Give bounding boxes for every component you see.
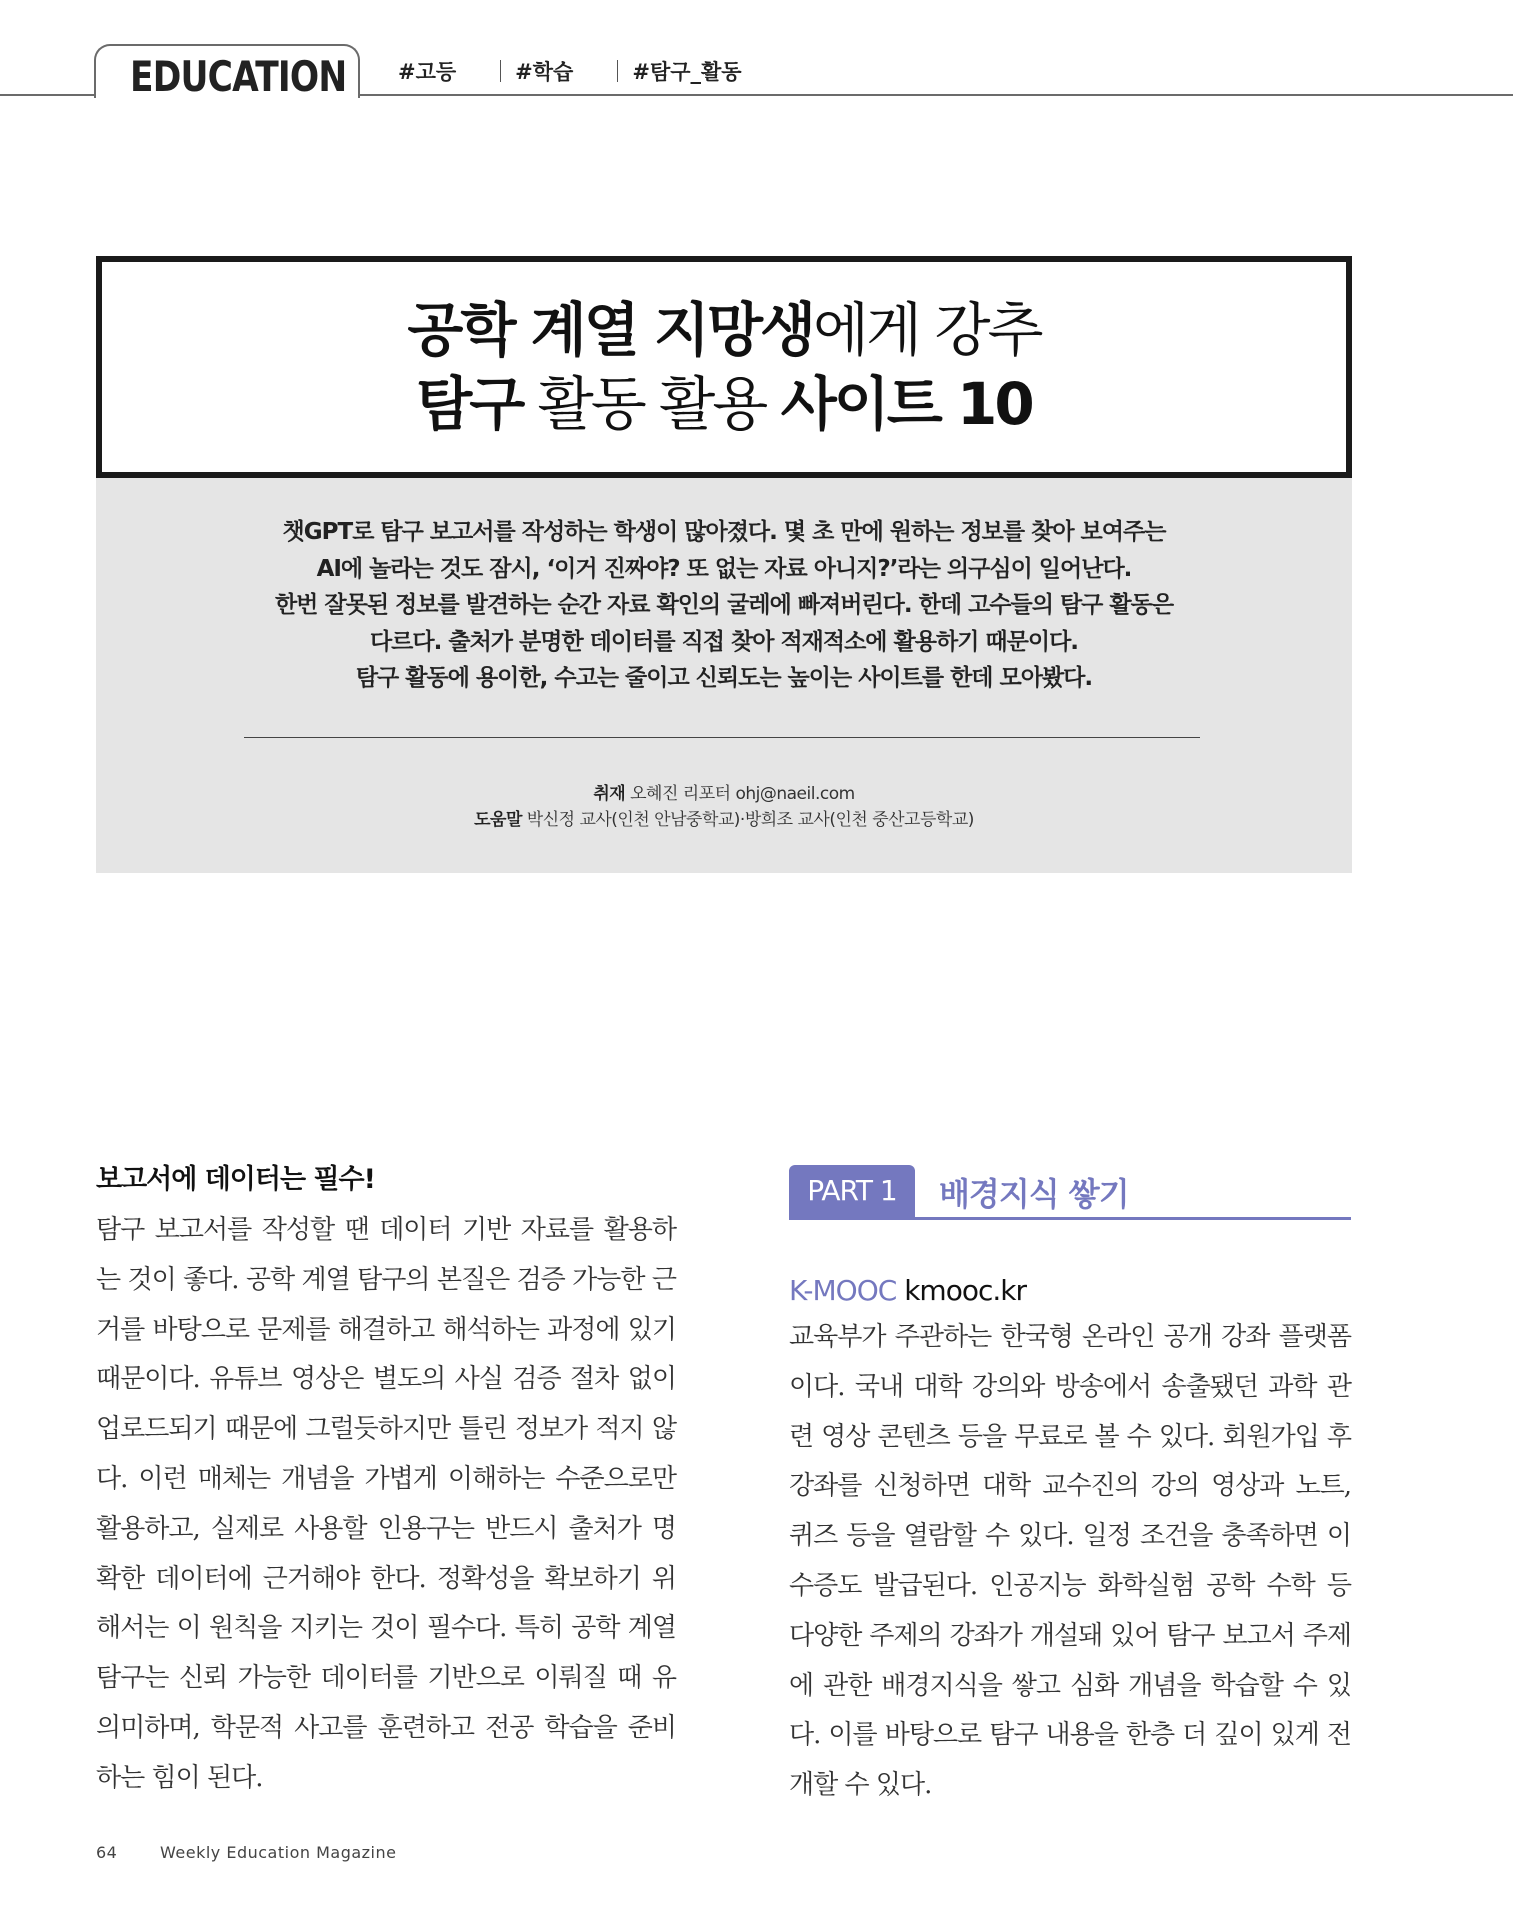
tag-high-school[interactable]: #고등: [398, 60, 457, 84]
lead-line: 한번 잘못된 정보를 발견하는 순간 자료 확인의 굴레에 빠져버린다. 한데 고수들의 탐구 활동은: [274, 592, 1174, 618]
section-heading: 보고서에 데이터는 필수!: [96, 1164, 375, 1195]
tag-study[interactable]: #학습: [515, 60, 574, 84]
section-title: EDUCATION: [130, 52, 347, 101]
article-title-line-2: [416, 367, 1032, 441]
page-footer: [96, 1843, 396, 1862]
tag-inquiry-activity[interactable]: #탐구_활동: [632, 60, 742, 84]
tag-list: [398, 56, 786, 86]
lead-divider: [244, 737, 1200, 738]
title-light-part: 에게 강추: [813, 296, 1041, 364]
title-bold-part: 공학 계열 지망생: [407, 296, 814, 364]
credit-help: [96, 807, 1352, 833]
credit-reporter: [96, 781, 1352, 807]
lead-box: [96, 478, 1352, 873]
credit-reporter-label: 취재: [593, 784, 626, 804]
part-badge: PART 1: [789, 1165, 915, 1217]
part-rule: [789, 1217, 1351, 1220]
site-name: K-MOOC: [789, 1274, 897, 1307]
lead-line: 다르다. 출처가 분명한 데이터를 직접 찾아 적재적소에 활용하기 때문이다.: [369, 628, 1079, 655]
tag-divider: [617, 60, 618, 82]
right-column: [789, 1165, 1351, 1811]
lead-line: 챗GPT로 탐구 보고서를 작성하는 학생이 많아졌다. 몇 초 만에 원하는 정보를 찾아 보여주는: [282, 519, 1166, 545]
credit-help-label: 도움말: [474, 810, 522, 830]
magazine-name: Weekly Education Magazine: [160, 1843, 397, 1862]
article-title-box: [96, 256, 1352, 478]
site-entry: [789, 1271, 1351, 1311]
title-bold-part: 사이트 10: [780, 370, 1032, 438]
body-text: 교육부가 주관하는 한국형 온라인 공개 강좌 플랫폼이다. 국내 대학 강의와 방송에서 송출됐던 과학 관련 영상 콘텐츠 등을 무료로 볼 수 있다. 회원가입 후 강좌를 신청하면 대학 교수진의 강의 영상과 노트, 퀴즈 등을 열람할 수 있다. 일정 조건을 충족하면 이수증도 발급된다. 인공지능 화학실험 공학 수학 등 다양한 주제의 강좌가 개설돼 있어 탐구 보고서 주제에 관한 배경지식을 쌓고 심화 개념을 학습할 수 있다. 이를 바탕으로 탐구 내용을 한층 더 깊이 있게 전개할 수 있다.: [789, 1322, 1351, 1801]
part-header: [789, 1165, 1351, 1221]
credit-help-value: 박신정 교사(인천 안남중학교)·방희조 교사(인천 중산고등학교): [526, 810, 974, 830]
lead-line: AI에 놀라는 것도 잠시, ‘이거 진짜야? 또 없는 자료 아니지?’라는 의구심이 일어난다.: [316, 555, 1132, 582]
tag-divider: [500, 60, 501, 82]
page-number: 64: [96, 1843, 118, 1862]
credit-reporter-value: 오혜진 리포터 ohj@naeil.com: [630, 784, 855, 804]
left-column: [96, 1160, 676, 1804]
body-text: 탐구 보고서를 작성할 땐 데이터 기반 자료를 활용하는 것이 좋다. 공학 계열 탐구의 본질은 검증 가능한 근거를 바탕으로 문제를 해결하고 해석하는 과정에 있기 때문이다. 유튜브 영상은 별도의 사실 검증 절차 없이 업로드되기 때문에 그럴듯하지만 틀린 정보가 적지 않다. 이런 매체는 개념을 가볍게 이해하는 수준으로만 활용하고, 실제로 사용할 인용구는 반드시 출처가 명확한 데이터에 근거해야 한다. 정확성을 확보하기 위해서는 이 원칙을 지키는 것이 필수다. 특히 공학 계열 탐구는 신뢰 가능한 데이터를 기반으로 이뤄질 때 유의미하며, 학문적 사고를 훈련하고 전공 학습을 준비하는 힘이 된다.: [96, 1215, 676, 1793]
title-bold-part: 탐구: [416, 370, 523, 438]
site-url[interactable]: kmooc.kr: [904, 1274, 1026, 1307]
lead-line: 탐구 활동에 용이한, 수고는 줄이고 신뢰도는 높이는 사이트를 한데 모아봤다.: [355, 665, 1093, 691]
lead-paragraph: [96, 514, 1352, 697]
title-light-part: 활동 활용: [522, 370, 781, 438]
credits: [96, 781, 1352, 833]
article-title-line-1: [407, 293, 1040, 367]
part-title: 배경지식 쌓기: [939, 1175, 1129, 1213]
